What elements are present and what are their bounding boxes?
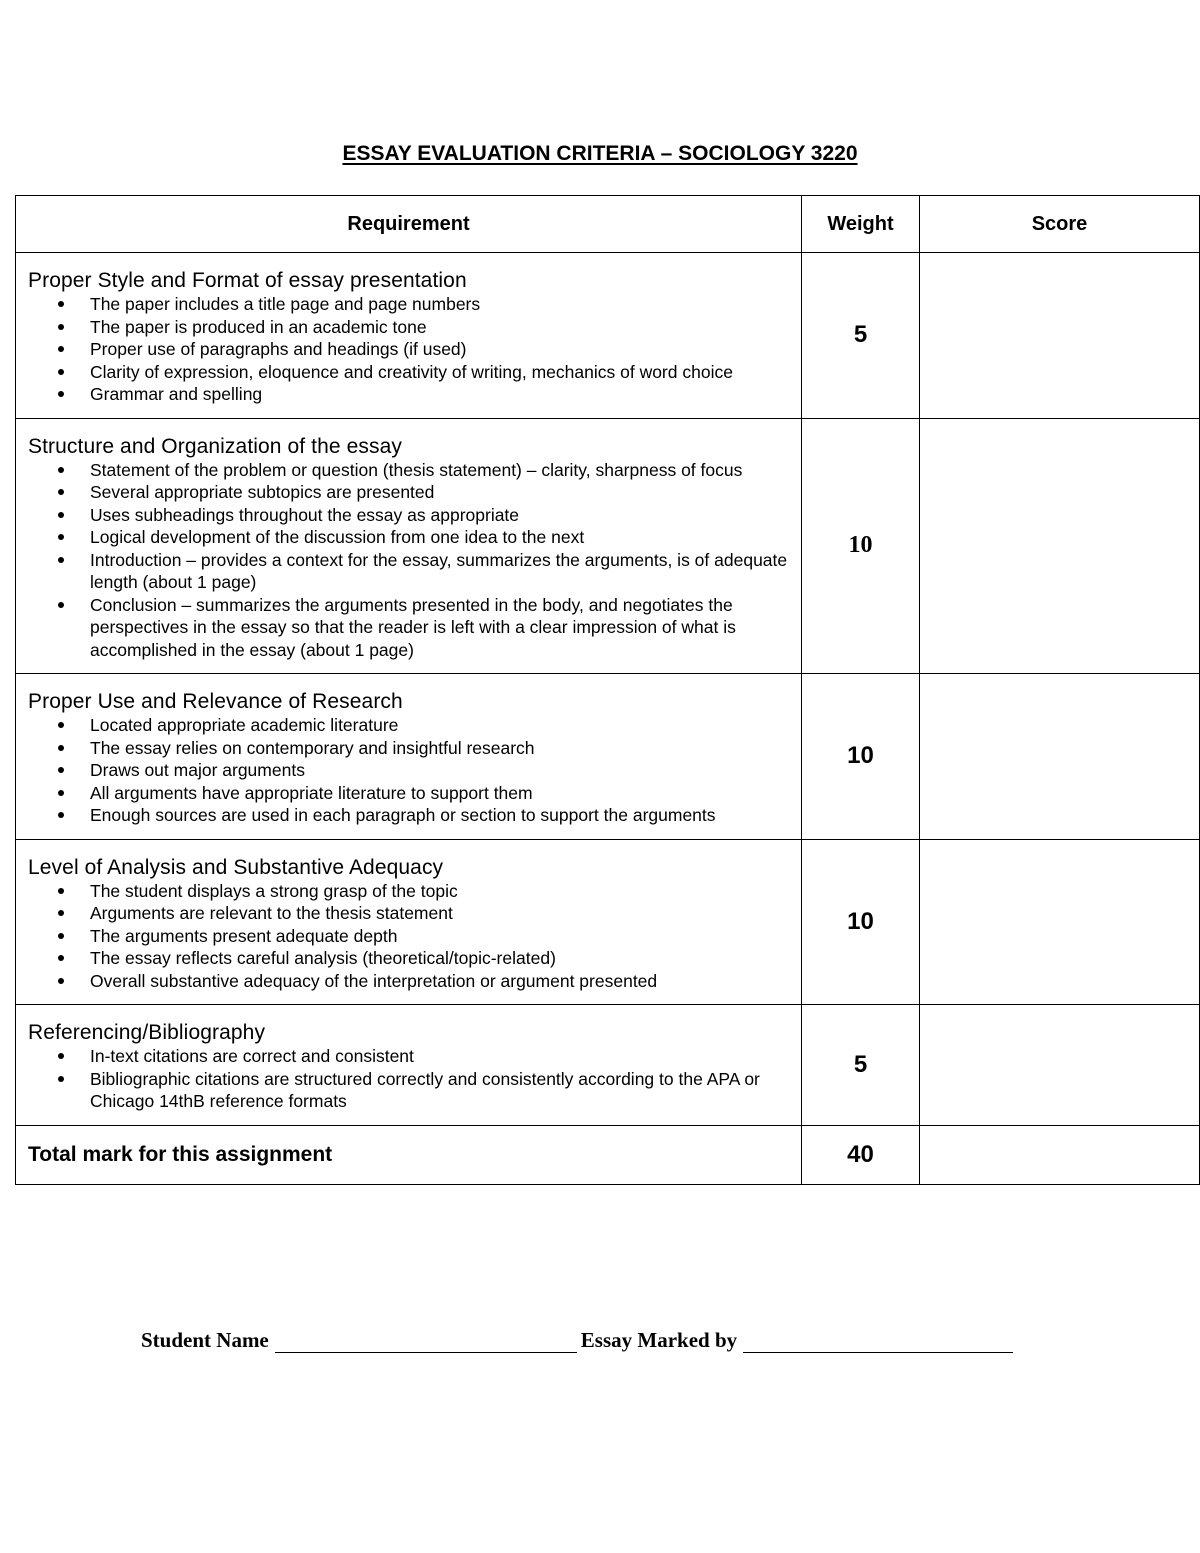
- criterion-point: Overall substantive adequacy of the interpretation or argument presented: [90, 970, 795, 993]
- criterion-point: In-text citations are correct and consistent: [90, 1045, 795, 1068]
- table-header-row: [16, 196, 1200, 253]
- criterion-point: The paper includes a title page and page numbers: [90, 293, 795, 316]
- criterion-point: Clarity of expression, eloquence and creativity of writing, mechanics of word choice: [90, 361, 795, 384]
- criterion-score-field[interactable]: [920, 418, 1200, 674]
- criterion-point: Logical development of the discussion from one idea to the next: [90, 526, 795, 549]
- total-row: [16, 1125, 1200, 1184]
- criterion-row-research: [16, 674, 1200, 840]
- document-title: ESSAY EVALUATION CRITERIA – SOCIOLOGY 3220: [342, 142, 858, 165]
- criterion-row-analysis: [16, 839, 1200, 1005]
- criterion-cell: [16, 253, 802, 419]
- total-score-field[interactable]: [920, 1125, 1200, 1184]
- criterion-cell: [16, 839, 802, 1005]
- essay-marked-by-label: Essay Marked by: [580, 1328, 738, 1352]
- evaluation-table: [15, 195, 1200, 1185]
- criterion-point: Proper use of paragraphs and headings (if used): [90, 338, 795, 361]
- criterion-point: Statement of the problem or question (thesis statement) – clarity, sharpness of focus: [90, 459, 795, 482]
- criterion-point: The paper is produced in an academic tone: [90, 316, 795, 339]
- criterion-score-field[interactable]: [920, 253, 1200, 419]
- criterion-weight: 10: [802, 418, 920, 674]
- criterion-point: Located appropriate academic literature: [90, 714, 795, 737]
- criterion-row-style-format: [16, 253, 1200, 419]
- criterion-cell: [16, 674, 802, 840]
- criterion-weight: 5: [802, 1005, 920, 1126]
- criterion-point: Conclusion – summarizes the arguments presented in the body, and negotiates the perspectives in the essay so that the reader is left with a clear impression of what is accomplished in the essay (about 1 page): [90, 594, 795, 662]
- criterion-weight: 10: [802, 674, 920, 840]
- criterion-title: Referencing/Bibliography: [28, 1021, 266, 1044]
- criterion-point: The arguments present adequate depth: [90, 925, 795, 948]
- criterion-points: [28, 293, 795, 406]
- criterion-point: Draws out major arguments: [90, 759, 795, 782]
- criterion-points: [28, 459, 795, 662]
- criterion-points: [28, 714, 795, 827]
- criterion-score-field[interactable]: [920, 674, 1200, 840]
- criterion-score-field[interactable]: [920, 1005, 1200, 1126]
- criterion-point: Several appropriate subtopics are presented: [90, 481, 795, 504]
- score-header: Score: [920, 196, 1200, 253]
- criterion-point: The student displays a strong grasp of the topic: [90, 880, 795, 903]
- criterion-point: Uses subheadings throughout the essay as appropriate: [90, 504, 795, 527]
- criterion-title: Level of Analysis and Substantive Adequacy: [28, 855, 444, 879]
- criterion-point: The essay reflects careful analysis (theoretical/topic-related): [90, 947, 795, 970]
- essay-marked-by-field[interactable]: [743, 1328, 1013, 1353]
- criterion-row-structure-organization: [16, 418, 1200, 674]
- requirement-header: Requirement: [16, 196, 802, 253]
- criterion-title: Proper Use and Relevance of Research: [28, 690, 403, 713]
- criterion-row-referencing: [16, 1005, 1200, 1126]
- criterion-point: Enough sources are used in each paragraph or section to support the arguments: [90, 804, 795, 827]
- criterion-title: Structure and Organization of the essay: [28, 434, 402, 458]
- criterion-cell: [16, 1005, 802, 1126]
- criterion-point: Bibliographic citations are structured correctly and consistently according to the APA or Chicago 14thB reference formats: [90, 1068, 795, 1113]
- criterion-title: Proper Style and Format of essay presentation: [28, 269, 467, 292]
- total-label: Total mark for this assignment: [16, 1125, 802, 1184]
- student-name-field[interactable]: [275, 1328, 577, 1353]
- criterion-point: Arguments are relevant to the thesis statement: [90, 902, 795, 925]
- criterion-point: All arguments have appropriate literature to support them: [90, 782, 795, 805]
- criterion-point: Grammar and spelling: [90, 383, 795, 406]
- student-name-label: Student Name: [141, 1328, 269, 1352]
- signature-line: [141, 1328, 1017, 1353]
- criterion-points: [28, 1045, 795, 1113]
- criterion-weight: 5: [802, 253, 920, 419]
- criterion-score-field[interactable]: [920, 839, 1200, 1005]
- weight-header: Weight: [802, 196, 920, 253]
- total-weight: 40: [802, 1125, 920, 1184]
- criterion-cell: [16, 418, 802, 674]
- criterion-point: Introduction – provides a context for the essay, summarizes the arguments, is of adequate length (about 1 page): [90, 549, 795, 594]
- criterion-points: [28, 880, 795, 993]
- criterion-point: The essay relies on contemporary and insightful research: [90, 737, 795, 760]
- criterion-weight: 10: [802, 839, 920, 1005]
